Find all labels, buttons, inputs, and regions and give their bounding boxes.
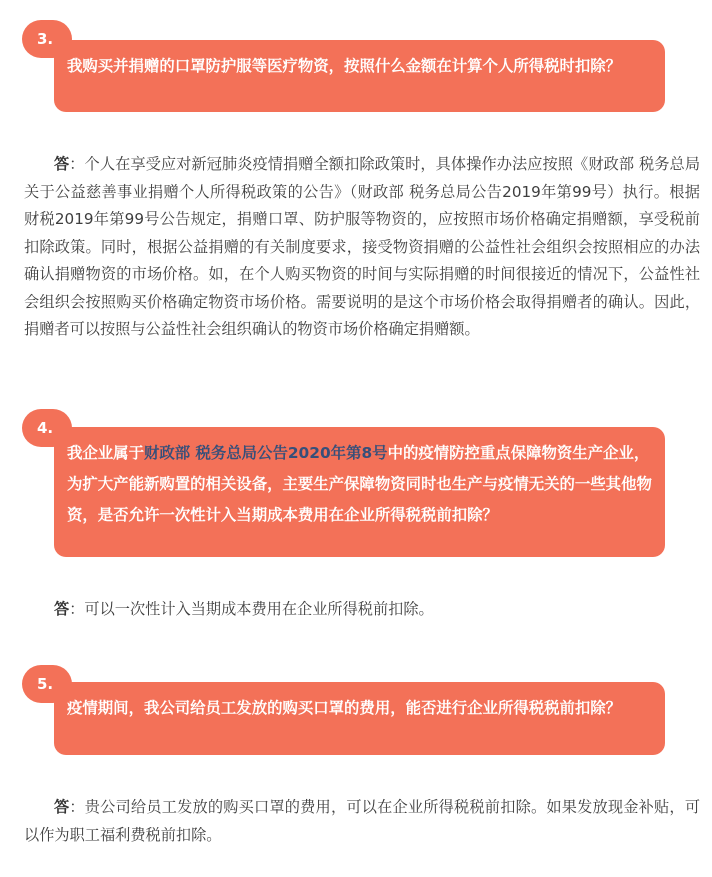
question-number-5: 5. <box>37 675 54 693</box>
answer-paragraph-5 <box>24 794 700 849</box>
answer-text-5: ：贵公司给员工发放的购买口罩的费用，可以在企业所得税税前扣除。如果发放现金补贴，可以作为职工福利费税前扣除。 <box>24 798 701 844</box>
question-number-badge-4 <box>22 409 72 447</box>
question-text-5: 疫情期间，我公司给员工发放的购买口罩的费用，能否进行企业所得税税前扣除？ <box>67 699 622 717</box>
question-text-4-pre: 我企业属于 <box>67 444 144 462</box>
answer-label-4: 答 <box>54 600 70 618</box>
answer-paragraph-3 <box>24 151 700 344</box>
answer-text-4: ：可以一次性计入当期成本费用在企业所得税前扣除。 <box>69 600 434 618</box>
answer-paragraph-4 <box>24 596 700 624</box>
question-bubble-3 <box>54 40 665 112</box>
answer-label-5: 答 <box>54 798 70 816</box>
policy-reference-link[interactable]: 财政部 税务总局公告2020年第8号 <box>143 444 388 462</box>
question-number-badge-5 <box>22 665 72 703</box>
question-bubble-5 <box>54 682 665 755</box>
question-number-4: 4. <box>37 419 54 437</box>
question-number-badge-3 <box>22 20 72 58</box>
question-number-3: 3. <box>37 30 54 48</box>
question-text-3: 我购买并捐赠的口罩防护服等医疗物资，按照什么金额在计算个人所得税时扣除？ <box>67 57 622 75</box>
answer-label-3: 答 <box>54 155 70 173</box>
question-bubble-4 <box>54 427 665 557</box>
answer-text-3: ：个人在享受应对新冠肺炎疫情捐赠全额扣除政策时，具体操作办法应按照《财政部 税务总局关于公益慈善事业捐赠个人所得税政策的公告》（财政部 税务总局公告2019年第99号）执行。根据财税2019年第99号公告规定，捐赠口罩、防护服等物资的，应按照市场价格确定捐赠额，享受税前扣除政策。同时，根据公益捐赠的有关制度要求，接受物资捐赠的公益性社会组织会按照相应的办法确认捐赠物资的市场价格。如，在个人购买物资的时间与实际捐赠的时间很接近的情况下，公益性社会组织会按照购买价格确定物资市场价格。需要说明的是这个市场价格会取得捐赠者的确认。因此，捐赠者可以按照与公益性社会组织确认的物资市场价格确定捐赠额。 <box>24 155 701 338</box>
question-text-4-post: 中的疫情防控重点保障物资生产企业，为扩大产能新购置的相关设备，主要生产保障物资同时也生产与疫情无关的一些其他物资，是否允许一次性计入当期成本费用在企业所得税税前扣除？ <box>67 444 652 524</box>
